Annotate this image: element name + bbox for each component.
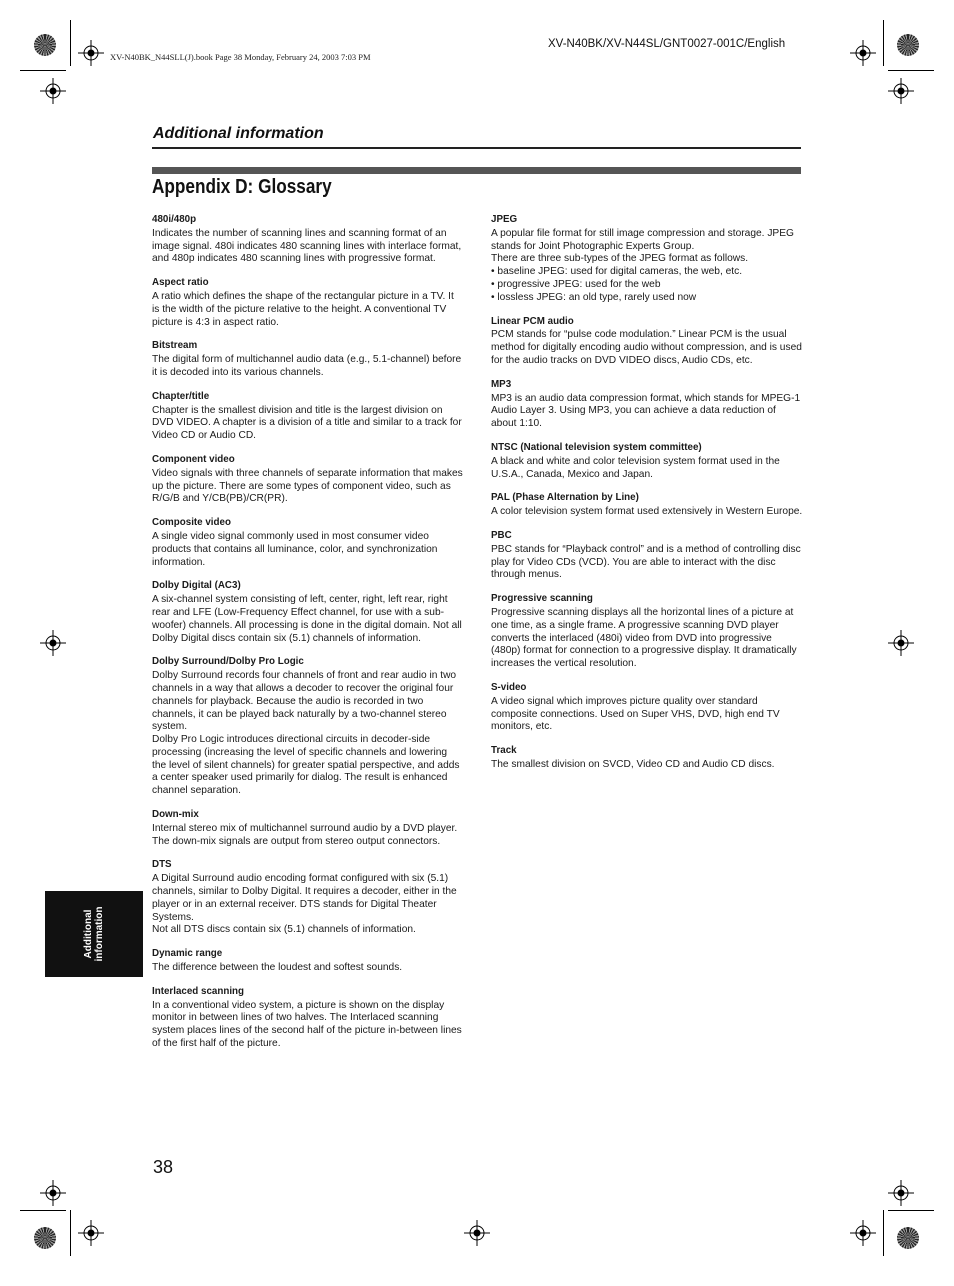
crop-mark bbox=[70, 1210, 71, 1256]
glossary-definition bbox=[491, 759, 803, 772]
glossary-definition bbox=[152, 531, 464, 569]
glossary-definition bbox=[152, 354, 464, 380]
glossary-left-column bbox=[152, 214, 464, 1062]
glossary-definition bbox=[152, 670, 464, 798]
glossary-definition bbox=[491, 393, 803, 431]
glossary-entry bbox=[152, 656, 464, 798]
glossary-entry bbox=[491, 442, 803, 481]
section-side-tab bbox=[45, 891, 143, 977]
glossary-entry bbox=[491, 593, 803, 671]
definition-paragraph: A black and white and color television system format used in the U.S.A., Canada, Mexico and Japan. bbox=[491, 455, 780, 480]
definition-paragraph: In a conventional video system, a picture is shown on the display monitor in between lines of two halves. The Interlaced scanning system places lines of the second half of the picture in-between lines of the first half of the picture. bbox=[152, 999, 462, 1050]
glossary-term: NTSC (National television system committee) bbox=[491, 441, 702, 453]
glossary-term: Interlaced scanning bbox=[152, 985, 245, 997]
section-title: Additional information bbox=[153, 125, 324, 142]
glossary-entry bbox=[491, 682, 803, 734]
crosshair-registration-mark bbox=[78, 1220, 104, 1246]
crosshair-registration-mark bbox=[850, 1220, 876, 1246]
definition-bullet-list bbox=[491, 266, 803, 304]
glossary-term: Linear PCM audio bbox=[491, 315, 574, 327]
page-number: 38 bbox=[153, 1157, 174, 1177]
definition-bullet: • baseline JPEG: used for digital cameras, the web, etc. bbox=[491, 266, 803, 279]
glossary-term: Composite video bbox=[152, 517, 231, 529]
glossary-entry bbox=[491, 316, 803, 368]
definition-paragraph: The difference between the loudest and softest sounds. bbox=[152, 962, 403, 974]
crosshair-registration-mark bbox=[888, 630, 914, 656]
crop-mark bbox=[883, 1210, 884, 1256]
glossary-entry bbox=[491, 214, 803, 305]
glossary-entry bbox=[152, 859, 464, 937]
definition-bullet: • lossless JPEG: an old type, rarely used now bbox=[491, 292, 803, 305]
glossary-definition bbox=[491, 696, 803, 734]
glossary-entry bbox=[152, 214, 464, 266]
glossary-entry bbox=[152, 948, 464, 975]
crosshair-registration-mark bbox=[40, 1180, 66, 1206]
section-divider bbox=[152, 147, 801, 149]
glossary-definition bbox=[491, 456, 803, 482]
crosshair-registration-mark bbox=[888, 1180, 914, 1206]
definition-paragraph: Indicates the number of scanning lines and scanning format of an image signal. 480i indicates 480 scanning lines with interlace format, and 480p indicates 480 scanning lines with progressive format. bbox=[152, 227, 462, 265]
glossary-term: Dynamic range bbox=[152, 948, 223, 960]
color-registration-mark bbox=[897, 34, 919, 56]
definition-paragraph: A six-channel system consisting of left, center, right, left rear, right rear and LFE (Low-Frequency Effect channel, for use with a sub-woofer) channels. All processing is done in the digital domain. Not all Dolby Digital discs contain six (5.1) channels of information. bbox=[152, 594, 462, 644]
glossary-definition bbox=[152, 405, 464, 443]
glossary-term: JPEG bbox=[491, 214, 518, 225]
title-bar bbox=[152, 167, 801, 174]
definition-bullet: • progressive JPEG: used for the web bbox=[491, 279, 803, 292]
glossary-entry bbox=[491, 530, 803, 582]
glossary-entry bbox=[152, 391, 464, 443]
glossary-term: Bitstream bbox=[152, 340, 198, 352]
color-registration-mark bbox=[34, 1227, 56, 1249]
crop-mark bbox=[20, 1210, 66, 1211]
book-file-info: XV-N40BK_N44SLL(J).book Page 38 Monday, February 24, 2003 7:03 PM bbox=[110, 52, 371, 62]
glossary-entry bbox=[152, 809, 464, 848]
crop-mark bbox=[883, 20, 884, 66]
definition-paragraph: PBC stands for “Playback control” and is a method of controlling disc play for Video CDs (VCD). You are able to interact with the disc through menus. bbox=[491, 543, 801, 581]
glossary-definition bbox=[152, 291, 464, 329]
glossary-term: Component video bbox=[152, 453, 235, 465]
glossary-entry bbox=[152, 517, 464, 569]
definition-paragraph: A popular file format for still image compression and storage. JPEG stands for Joint Photographic Experts Group. bbox=[491, 227, 794, 252]
glossary-definition bbox=[152, 823, 464, 849]
glossary-definition bbox=[152, 1000, 464, 1051]
definition-paragraph: PCM stands for “pulse code modulation.” Linear PCM is the usual method for digitally encoding audio without compression, and is used for the audio tracks on DVD VIDEO discs, Audio CDs, etc. bbox=[491, 329, 802, 366]
crosshair-registration-mark bbox=[888, 78, 914, 104]
glossary-entry bbox=[152, 340, 464, 379]
glossary-definition bbox=[491, 506, 803, 519]
glossary-definition bbox=[491, 607, 803, 671]
glossary-term: Dolby Surround/Dolby Pro Logic bbox=[152, 656, 304, 668]
glossary-entry bbox=[152, 454, 464, 506]
crosshair-registration-mark bbox=[464, 1220, 490, 1246]
glossary-definition bbox=[491, 228, 803, 305]
definition-paragraph: The smallest division on SVCD, Video CD and Audio CD discs. bbox=[491, 758, 775, 770]
definition-paragraph: Not all DTS discs contain six (5.1) channels of information. bbox=[152, 924, 416, 936]
glossary-entry bbox=[491, 745, 803, 772]
definition-paragraph: A video signal which improves picture quality over standard composite connections. Used on Super VHS, DVD, high end TV monitors, etc. bbox=[491, 695, 780, 733]
definition-paragraph: The digital form of multichannel audio data (e.g., 5.1-channel) before it is decoded into its various channels. bbox=[152, 354, 462, 378]
glossary-term: S-video bbox=[491, 681, 527, 693]
glossary-term: 480i/480p bbox=[152, 214, 197, 225]
glossary-definition bbox=[152, 873, 464, 937]
glossary-entry bbox=[152, 986, 464, 1051]
side-tab-label: Additional information bbox=[83, 906, 105, 962]
model-info: XV-N40BK/XV-N44SL/GNT0027-001C/English bbox=[548, 38, 786, 50]
crosshair-registration-mark bbox=[40, 78, 66, 104]
glossary-definition bbox=[152, 228, 464, 266]
color-registration-mark bbox=[897, 1227, 919, 1249]
definition-paragraph: There are three sub-types of the JPEG format as follows. bbox=[491, 253, 749, 265]
glossary-right-column bbox=[491, 214, 803, 783]
glossary-definition bbox=[491, 544, 803, 582]
glossary-term: Chapter/title bbox=[152, 390, 210, 402]
definition-paragraph: Dolby Pro Logic introduces directional circuits in decoder-side processing (increasing the level of specific channels and lowering the level of silent channels) for greater spatial perspective, and adds a center speaker used primarily for dialog. The result is enhanced channel separation. bbox=[152, 734, 460, 797]
definition-paragraph: A ratio which defines the shape of the rectangular picture in a TV. It is the width of the picture relative to the height. A conventional TV picture is 4:3 in aspect ratio. bbox=[152, 290, 454, 328]
definition-paragraph: A Digital Surround audio encoding format configured with six (5.1) channels, similar to Dolby Digital. It requires a decoder, either in the player or in an external receiver. DTS stands for Digital Theater Systems. bbox=[152, 873, 457, 923]
crop-mark bbox=[70, 20, 71, 66]
definition-paragraph: MP3 is an audio data compression format, which stands for MPEG-1 Audio Layer 3. Using MP3, you can achieve a data reduction of about 1:10. bbox=[491, 392, 801, 430]
glossary-term: Down-mix bbox=[152, 809, 199, 821]
crosshair-registration-mark bbox=[850, 40, 876, 66]
glossary-term: Progressive scanning bbox=[491, 593, 593, 605]
definition-paragraph: A color television system format used extensively in Western Europe. bbox=[491, 506, 803, 518]
crop-mark bbox=[20, 70, 66, 71]
page-title: Appendix D: Glossary bbox=[152, 176, 332, 198]
glossary-term: MP3 bbox=[491, 378, 512, 390]
crop-mark bbox=[888, 1210, 934, 1211]
glossary-entry bbox=[152, 580, 464, 645]
glossary-definition bbox=[152, 962, 464, 975]
definition-paragraph: Progressive scanning displays all the horizontal lines of a picture at one time, as a single frame. A progressive scanning DVD player converts the interlaced (480i) video from DVD into progressive (480p) format for connection to a progressive display. It dramatically increases the vertical resolution. bbox=[491, 606, 797, 670]
glossary-term: Dolby Digital (AC3) bbox=[152, 580, 241, 592]
definition-paragraph: A single video signal commonly used in most consumer video products that contains all luminance, color, and synchronization information. bbox=[152, 530, 438, 568]
glossary-definition bbox=[491, 329, 803, 367]
crosshair-registration-mark bbox=[78, 40, 104, 66]
glossary-term: PBC bbox=[491, 529, 512, 541]
definition-paragraph: Dolby Surround records four channels of front and rear audio in two channels in a way that allows a decoder to recover the original four channels for playback. Because the audio is recorded in two channels, it can be played back naturally by a two-channel stereo system. bbox=[152, 670, 457, 733]
color-registration-mark bbox=[34, 34, 56, 56]
glossary-term: PAL (Phase Alternation by Line) bbox=[491, 492, 639, 504]
definition-paragraph: Chapter is the smallest division and title is the largest division on DVD VIDEO. A chapter is a division of a title and similar to a track for Video CD or Audio CD. bbox=[152, 404, 462, 442]
crop-mark bbox=[888, 70, 934, 71]
glossary-entry bbox=[491, 492, 803, 519]
definition-paragraph: Video signals with three channels of separate information that makes up the picture. There are some types of component video, such as R/G/B and Y/CB(PB)/CR(PR). bbox=[152, 467, 463, 505]
glossary-definition bbox=[152, 594, 464, 645]
glossary-entry bbox=[491, 379, 803, 431]
crosshair-registration-mark bbox=[40, 630, 66, 656]
glossary-term: DTS bbox=[152, 859, 172, 871]
glossary-definition bbox=[152, 468, 464, 506]
glossary-entry bbox=[152, 277, 464, 329]
glossary-term: Aspect ratio bbox=[152, 277, 209, 289]
glossary-term: Track bbox=[491, 745, 517, 757]
definition-paragraph: Internal stereo mix of multichannel surround audio by a DVD player. The down-mix signals are output from stereo output connectors. bbox=[152, 822, 458, 847]
